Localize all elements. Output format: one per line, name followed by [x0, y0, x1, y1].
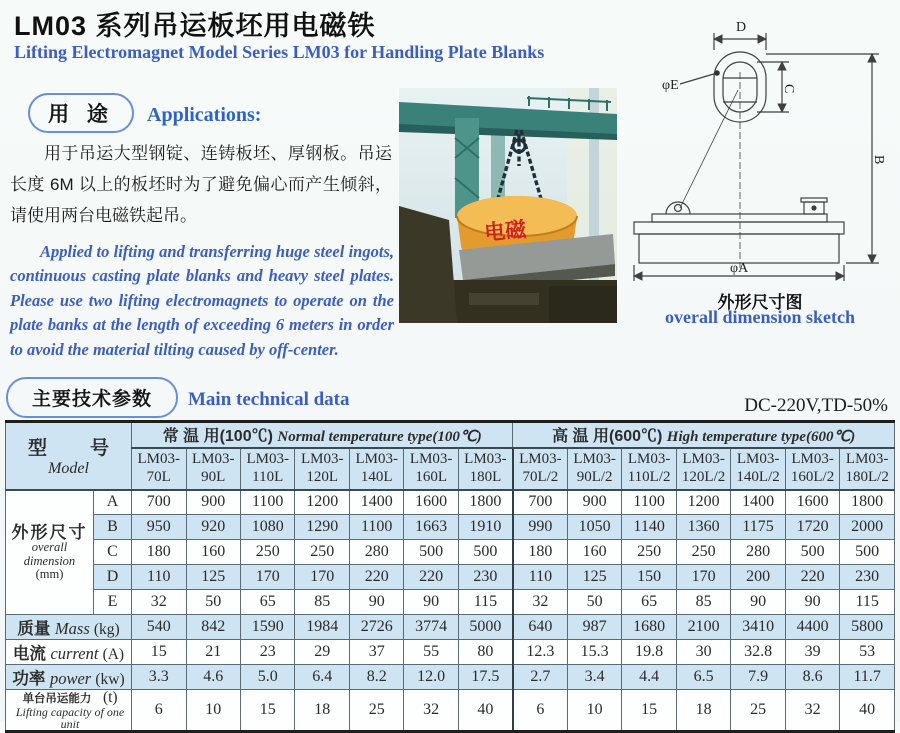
model-cell: LM03-160L/2 [785, 448, 839, 490]
product-photo [399, 88, 617, 323]
value-cell: 900 [186, 490, 240, 515]
model-cell: LM03-180L/2 [840, 448, 895, 490]
value-cell: 3.4 [567, 665, 621, 690]
value-cell: 990 [513, 515, 567, 540]
value-cell: 6 [513, 690, 567, 732]
value-cell: 55 [404, 640, 458, 665]
value-cell: 500 [785, 540, 839, 565]
tech-data-badge: 主要技术参数 [6, 377, 178, 418]
value-cell: 15.3 [567, 640, 621, 665]
value-cell: 4.6 [186, 665, 240, 690]
model-cell: LM03-120L [295, 448, 349, 490]
spec-table-wrapper [5, 420, 895, 733]
value-cell: 125 [186, 565, 240, 590]
dimension-key-cell: B [94, 515, 132, 540]
value-cell: 1080 [240, 515, 294, 540]
dimension-key-cell: D [94, 565, 132, 590]
model-cell: LM03-120L/2 [676, 448, 730, 490]
value-cell: 17.5 [458, 665, 512, 690]
value-cell: 15 [622, 690, 676, 732]
value-cell: 280 [349, 540, 403, 565]
value-cell: 8.6 [785, 665, 839, 690]
value-cell: 220 [349, 565, 403, 590]
value-cell: 80 [458, 640, 512, 665]
value-cell: 90 [785, 590, 839, 615]
value-cell: 250 [295, 540, 349, 565]
value-cell: 1590 [240, 615, 294, 640]
applications-badge: 用 途 [28, 93, 134, 133]
page-subtitle: Lifting Electromagnet Model Series LM03 for Handling Plate Blanks [14, 42, 545, 62]
value-cell: 15 [132, 640, 186, 665]
value-cell: 7.9 [731, 665, 785, 690]
value-cell: 170 [240, 565, 294, 590]
high-temp-header: 高 温 用(600℃) High temperature type(600℃) [513, 422, 895, 448]
value-cell: 4400 [785, 615, 839, 640]
dim-label-e: φE [662, 78, 679, 93]
value-cell: 65 [622, 590, 676, 615]
model-header-cell: 型 号 Model [6, 422, 132, 490]
value-cell: 1200 [295, 490, 349, 515]
value-cell: 230 [840, 565, 895, 590]
value-cell: 250 [622, 540, 676, 565]
model-cell: LM03-140L [349, 448, 403, 490]
dim-label-a: φA [730, 261, 749, 276]
normal-temp-header: 常 温 用(100℃) Normal temperature type(100℃) [132, 422, 513, 448]
value-cell: 30 [676, 640, 730, 665]
value-cell: 1600 [404, 490, 458, 515]
value-cell: 1050 [567, 515, 621, 540]
value-cell: 11.7 [840, 665, 895, 690]
value-cell: 5.0 [240, 665, 294, 690]
spec-label-cell: 单台吊运能力 (t) Lifting capacity of one unit [6, 690, 132, 732]
dimension-key-cell: C [94, 540, 132, 565]
value-cell: 6.5 [676, 665, 730, 690]
magnet-label: 电磁 [483, 218, 528, 245]
value-cell: 110 [132, 565, 186, 590]
value-cell: 1100 [349, 515, 403, 540]
value-cell: 540 [132, 615, 186, 640]
model-cell: LM03-70L [132, 448, 186, 490]
value-cell: 500 [458, 540, 512, 565]
value-cell: 900 [567, 490, 621, 515]
dimension-group-label: 外形尺寸 overall dimension (mm) [6, 490, 94, 615]
power-supply-note: DC-220V,TD-50% [744, 395, 888, 416]
value-cell: 1200 [676, 490, 730, 515]
value-cell: 6.4 [295, 665, 349, 690]
value-cell: 1720 [785, 515, 839, 540]
value-cell: 640 [513, 615, 567, 640]
spec-table [5, 420, 895, 733]
value-cell: 50 [186, 590, 240, 615]
value-cell: 40 [840, 690, 895, 732]
value-cell: 25 [731, 690, 785, 732]
value-cell: 40 [458, 690, 512, 732]
value-cell: 250 [240, 540, 294, 565]
model-cell: LM03-180L [458, 448, 512, 490]
value-cell: 53 [840, 640, 895, 665]
value-cell: 115 [458, 590, 512, 615]
value-cell: 18 [676, 690, 730, 732]
value-cell: 25 [349, 690, 403, 732]
value-cell: 160 [186, 540, 240, 565]
value-cell: 1663 [404, 515, 458, 540]
value-cell: 5800 [840, 615, 895, 640]
value-cell: 2.7 [513, 665, 567, 690]
value-cell: 700 [132, 490, 186, 515]
value-cell: 85 [295, 590, 349, 615]
value-cell: 1800 [458, 490, 512, 515]
value-cell: 10 [567, 690, 621, 732]
value-cell: 3410 [731, 615, 785, 640]
model-cell: LM03-140L/2 [731, 448, 785, 490]
value-cell: 19.8 [622, 640, 676, 665]
value-cell: 1360 [676, 515, 730, 540]
value-cell: 90 [349, 590, 403, 615]
value-cell: 2726 [349, 615, 403, 640]
value-cell: 4.4 [622, 665, 676, 690]
value-cell: 500 [404, 540, 458, 565]
value-cell: 500 [840, 540, 895, 565]
applications-text-en: Applied to lifting and transferring huge steel ingots, continuous casting plate blanks and heavy steel plates. Please use two lifting electromagnets to operate on the plate banks at the length of exceeding 6 meters in order to avoid the material tilting caused by off-center. [10, 242, 394, 359]
dimension-sketch [622, 10, 898, 290]
value-cell: 200 [731, 565, 785, 590]
dimension-key-cell: E [94, 590, 132, 615]
value-cell: 230 [458, 565, 512, 590]
value-cell: 90 [731, 590, 785, 615]
model-cell: LM03-70L/2 [513, 448, 567, 490]
sketch-caption-cn: 外形尺寸图 [717, 293, 803, 312]
page-title: LM03 系列吊运板坯用电磁铁 [14, 11, 376, 41]
value-cell: 1984 [295, 615, 349, 640]
value-cell: 110 [513, 565, 567, 590]
value-cell: 39 [785, 640, 839, 665]
value-cell: 29 [295, 640, 349, 665]
value-cell: 1290 [295, 515, 349, 540]
value-cell: 280 [731, 540, 785, 565]
value-cell: 170 [295, 565, 349, 590]
value-cell: 32 [785, 690, 839, 732]
value-cell: 32.8 [731, 640, 785, 665]
value-cell: 1600 [785, 490, 839, 515]
value-cell: 1100 [622, 490, 676, 515]
value-cell: 987 [567, 615, 621, 640]
value-cell: 1175 [731, 515, 785, 540]
applications-text-cn: 用于吊运大型钢锭、连铸板坯、厚钢板。吊运长度 6M 以上的板坯时为了避免偏心而产生倾斜，请使用两台电磁铁起吊。 [10, 144, 392, 225]
value-cell: 8.2 [349, 665, 403, 690]
value-cell: 700 [513, 490, 567, 515]
value-cell: 15 [240, 690, 294, 732]
value-cell: 170 [676, 565, 730, 590]
dim-label-b: B [871, 155, 886, 165]
value-cell: 1400 [731, 490, 785, 515]
value-cell: 85 [676, 590, 730, 615]
value-cell: 220 [785, 565, 839, 590]
model-cell: LM03-90L [186, 448, 240, 490]
value-cell: 180 [132, 540, 186, 565]
value-cell: 21 [186, 640, 240, 665]
value-cell: 12.0 [404, 665, 458, 690]
value-cell: 3774 [404, 615, 458, 640]
value-cell: 23 [240, 640, 294, 665]
value-cell: 37 [349, 640, 403, 665]
value-cell: 1140 [622, 515, 676, 540]
model-cell: LM03-90L/2 [567, 448, 621, 490]
value-cell: 10 [186, 690, 240, 732]
spec-label-cell: 电流 current (A) [6, 640, 132, 665]
value-cell: 50 [567, 590, 621, 615]
value-cell: 180 [513, 540, 567, 565]
value-cell: 32 [132, 590, 186, 615]
spec-label-cell: 功率 power (kw) [6, 665, 132, 690]
value-cell: 32 [513, 590, 567, 615]
value-cell: 1100 [240, 490, 294, 515]
value-cell: 1800 [840, 490, 895, 515]
value-cell: 160 [567, 540, 621, 565]
value-cell: 18 [295, 690, 349, 732]
model-cell: LM03-160L [404, 448, 458, 490]
value-cell: 250 [676, 540, 730, 565]
value-cell: 1910 [458, 515, 512, 540]
value-cell: 65 [240, 590, 294, 615]
value-cell: 1680 [622, 615, 676, 640]
value-cell: 115 [840, 590, 895, 615]
value-cell: 1400 [349, 490, 403, 515]
applications-heading: Applications: [147, 104, 262, 126]
value-cell: 6 [132, 690, 186, 732]
dim-label-d: D [736, 20, 747, 35]
dimension-key-cell: A [94, 490, 132, 515]
value-cell: 90 [404, 590, 458, 615]
value-cell: 12.3 [513, 640, 567, 665]
value-cell: 2000 [840, 515, 895, 540]
spec-label-cell: 质量 Mass (kg) [6, 615, 132, 640]
dim-label-c: C [781, 84, 796, 94]
value-cell: 150 [622, 565, 676, 590]
value-cell: 220 [404, 565, 458, 590]
sketch-caption-en: overall dimension sketch [664, 307, 855, 327]
value-cell: 2100 [676, 615, 730, 640]
model-cell: LM03-110L [240, 448, 294, 490]
value-cell: 842 [186, 615, 240, 640]
value-cell: 125 [567, 565, 621, 590]
value-cell: 32 [404, 690, 458, 732]
value-cell: 5000 [458, 615, 512, 640]
model-cell: LM03-110L/2 [622, 448, 676, 490]
value-cell: 920 [186, 515, 240, 540]
value-cell: 3.3 [132, 665, 186, 690]
value-cell: 950 [132, 515, 186, 540]
tech-data-heading: Main technical data [188, 389, 350, 410]
